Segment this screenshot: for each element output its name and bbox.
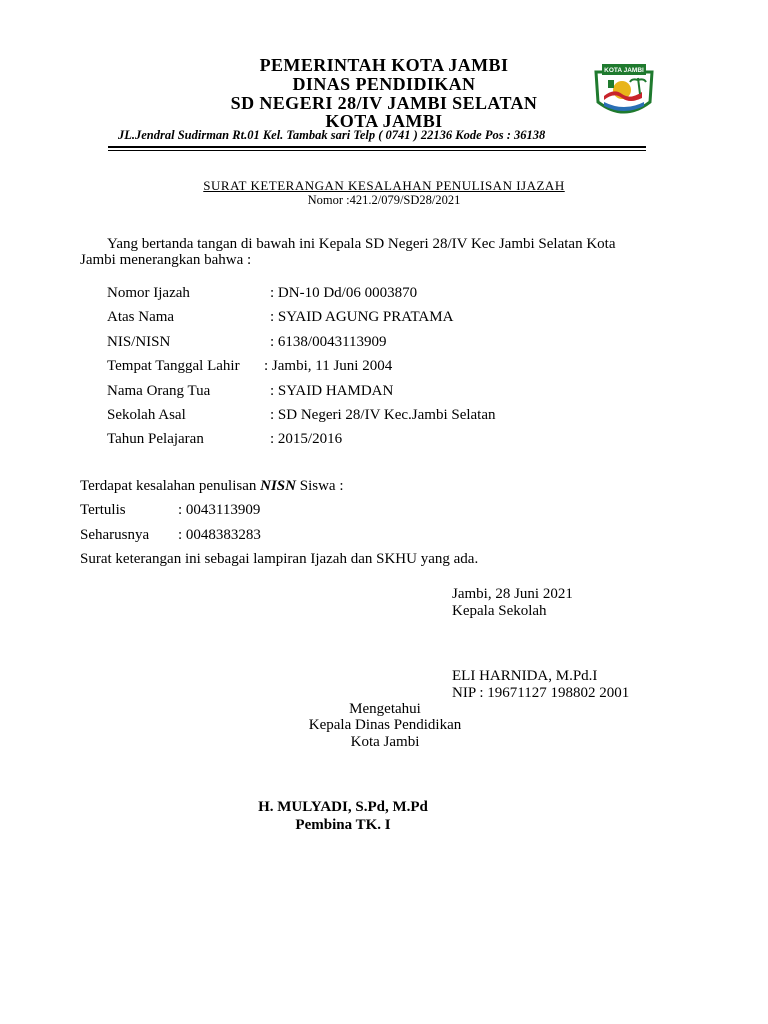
ack-line-3: Kota Jambi xyxy=(350,734,420,750)
document-title: SURAT KETERANGAN KESALAHAN PENULISAN IJAZAH xyxy=(203,178,565,193)
city-emblem-logo xyxy=(592,58,656,122)
field-label: NIS/NISN xyxy=(107,334,171,350)
letterhead-divider xyxy=(108,146,646,148)
signer-nip: NIP : 19671127 198802 2001 xyxy=(452,685,630,701)
tertulis-value: : 0043113909 xyxy=(178,502,261,518)
header-line-1: PEMERINTAH KOTA JAMBI xyxy=(259,55,509,75)
signer-role: Kepala Sekolah xyxy=(452,603,547,619)
tertulis-label: Tertulis xyxy=(80,502,126,518)
field-label: Tahun Pelajaran xyxy=(107,431,204,447)
error-emphasis: NISN xyxy=(260,478,296,494)
error-statement xyxy=(80,478,344,495)
header-address: JL.Jendral Sudirman Rt.01 Kel. Tambak sari Telp ( 0741 ) 22136 Kode Pos : 36138 xyxy=(118,128,546,142)
field-label: Atas Nama xyxy=(107,309,175,325)
closing-statement: Surat keterangan ini sebagai lampiran Ijazah dan SKHU yang ada. xyxy=(80,551,479,567)
field-value: : SYAID AGUNG PRATAMA xyxy=(270,309,454,325)
ack-name: H. MULYADI, S.Pd, M.Pd xyxy=(258,799,428,815)
intro-line-2: Jambi menerangkan bahwa : xyxy=(80,252,252,268)
logo-text: KOTA JAMBI xyxy=(604,67,644,74)
field-value: : SD Negeri 28/IV Kec.Jambi Selatan xyxy=(270,407,496,423)
intro-line-1: Yang bertanda tangan di bawah ini Kepala SD Negeri 28/IV Kec Jambi Selatan Kota xyxy=(107,236,616,252)
field-label: Tempat Tanggal Lahir xyxy=(107,358,240,374)
field-value: : 2015/2016 xyxy=(270,431,343,447)
signer-name: ELI HARNIDA, M.Pd.I xyxy=(452,668,598,684)
error-prefix: Terdapat kesalahan penulisan xyxy=(80,478,261,494)
place-date: Jambi, 28 Juni 2021 xyxy=(452,586,573,602)
ack-line-1: Mengetahui xyxy=(349,701,421,717)
ack-rank: Pembina TK. I xyxy=(295,817,391,833)
field-value: : DN-10 Dd/06 0003870 xyxy=(270,285,418,301)
document-number: Nomor :421.2/079/SD28/2021 xyxy=(307,193,461,207)
header-line-2: DINAS PENDIDIKAN xyxy=(292,74,476,94)
letterhead-divider-thin xyxy=(108,150,646,151)
field-label: Nomor Ijazah xyxy=(107,285,190,301)
ack-line-2: Kepala Dinas Pendidikan xyxy=(308,717,462,733)
header-line-4: KOTA JAMBI xyxy=(325,111,443,131)
error-suffix: Siswa : xyxy=(295,478,344,494)
field-value: : 6138/0043113909 xyxy=(270,334,387,350)
header-line-3: SD NEGERI 28/IV JAMBI SELATAN xyxy=(230,93,538,113)
field-value: : Jambi, 11 Juni 2004 xyxy=(264,358,393,374)
field-value: : SYAID HAMDAN xyxy=(270,383,394,399)
seharusnya-value: : 0048383283 xyxy=(178,527,261,543)
field-label: Sekolah Asal xyxy=(107,407,186,423)
field-label: Nama Orang Tua xyxy=(107,383,211,399)
seharusnya-label: Seharusnya xyxy=(80,527,150,543)
